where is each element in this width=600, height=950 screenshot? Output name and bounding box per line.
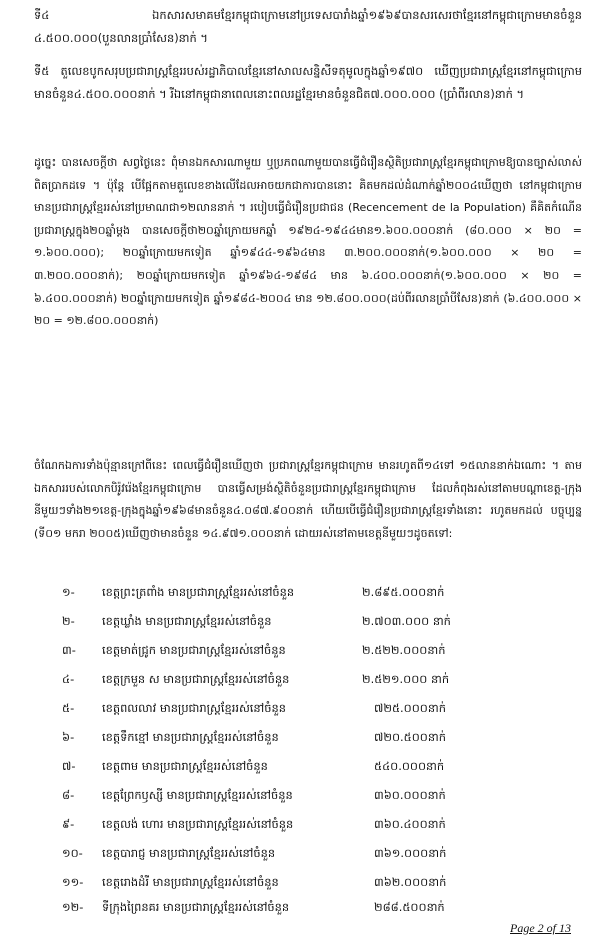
item-value: ៣៦០.៤០០នាក់	[374, 817, 446, 831]
item-number: ១០-	[62, 846, 83, 860]
list-item	[62, 667, 562, 691]
item-text: ខេត្តក្រមួន ស មានប្រជារាស្ត្រខ្មែររស់នៅចំនួន	[102, 672, 290, 686]
paragraph-point-5: ទី៥ តួលេខបូកសរុបប្រជារាស្ត្រខ្មែររបស់រដ្ឋាភិបាលខ្មែរនៅសាលសន្និសីទតុមូលក្នុងឆ្នាំ១៩៧០ ឃើញប្រជារាស្ត្រខ្មែរនៅកម្ពុជាក្រោមមានចំនួន៤.៥០០.០០០នាក់ ។ រីឯនៅកម្ពុជានាពេលនោះពលរដ្ឋខ្មែរមានចំនួនជិត៧.០០០.០០០ (ប្រាំពីរលាន)នាក់ ។	[34, 64, 582, 101]
item-number: ៦-	[62, 730, 75, 744]
item-text: ខេត្តរោងដំរី មានប្រជារាស្ត្រខ្មែររស់នៅចំនួន	[102, 875, 279, 889]
item-value: ២.៥២២.០០០នាក់	[362, 643, 446, 657]
item-text: ខេត្តពាម មានប្រជារាស្ត្រខ្មែររស់នៅចំនួន	[102, 759, 268, 773]
item-text: ទីក្រុងព្រៃនគរ មានប្រជារាស្ត្រខ្មែររស់នៅចំនួន	[102, 900, 290, 914]
paragraph-summary: ដូច្នេះ បានសេចក្តីថា សព្វថ្ងៃនេះ ពុំមានឯកសារណាមួយ ឬប្រភពណាមួយបានធ្វើជំរឿនស្ថិតិប្រជារាស្ត្រខ្មែរកម្ពុជាក្រោមឱ្យបានច្បាស់លាស់ពិតប្រាកដទេ ។ ប៉ុន្តែ បើផ្អែកតាមតួលេខខាងលើដែលអាចយកជាការបាននោះ គិតមកដល់ដំណាក់ឆ្នាំ២០០៤ឃើញថា នៅកម្ពុជាក្រោម មានប្រជារាស្ត្រខ្មែររស់នៅប្រមាណជា១២លាននាក់ ។ របៀបធ្វើជំរឿនប្រជាជន (Recencement de la Population) គឺគិតកំណើនប្រជារាស្ត្រក្នុង២០ឆ្នាំម្តង បានសេចក្តីថា២០ឆ្នាំក្រោយមកឆ្នាំ ១៩២៤-១៩៤៤មាន១.៦០០.០០០នាក់ (៨០.០០០ × ២០ = ១.៦០០.០០០); ២០ឆ្នាំក្រោយមកទៀត ឆ្នាំ១៩៤៤-១៩៦៤មាន ៣.២០០.០០០នាក់(១.៦០០.០០០ × ២០ = ៣.២០០.០០០នាក់); ២០ឆ្នាំក្រោយមកទៀត ឆ្នាំ១៩៦៤-១៩៨៤ មាន ៦.៤០០.០០០នាក់(១.៦០០.០០០ × ២០ = ៦.៤០០.០០០នាក់) ២០ឆ្នាំក្រោយមកទៀត ឆ្នាំ១៩៨៤-២០០៤ មាន ១២.៨០០.០០០(ដប់ពីរលានប្រាំបីសែន)នាក់ (៦.៤០០.០០០ × ២០ = ១២.៨០០.០០០នាក់)	[34, 156, 586, 328]
list-item	[62, 841, 562, 865]
item-text: ខេត្តព្រែកឫស្សី មានប្រជារាស្ត្រខ្មែររស់នៅចំនួន	[102, 788, 293, 802]
item-text: ខេត្តបារាជ្ញ មានប្រជារាស្ត្រខ្មែររស់នៅចំនួន	[102, 846, 276, 860]
list-item	[62, 895, 562, 919]
item-number: ៩-	[62, 817, 75, 831]
item-value: ២.៨៩៥.០០០នាក់	[362, 585, 445, 599]
item-number: ២-	[62, 614, 75, 628]
item-value: ៧២០.៥០០នាក់	[374, 730, 446, 744]
item-value: ២៨៨.៥០០នាក់	[374, 900, 445, 914]
item-number: ១១-	[62, 875, 84, 889]
item-value: ៣៦០.០០០នាក់	[374, 788, 446, 802]
item-value: ៧២៥.០០០នាក់	[374, 701, 446, 715]
item-value: ៣៦១.០០០នាក់	[374, 846, 447, 860]
item-number: ១២-	[62, 900, 84, 914]
item-number: ៣-	[62, 643, 76, 657]
page-number: Page 2 of 13	[510, 921, 571, 935]
item-value: ៣៦២.០០០នាក់	[374, 875, 447, 889]
item-number: ៧-	[62, 759, 76, 773]
item-number: ១-	[62, 585, 75, 599]
list-item	[62, 696, 562, 720]
item-number: ៤-	[62, 672, 75, 686]
list-item	[62, 783, 562, 807]
item-value: ២.៥២១.០០០ នាក់	[362, 672, 450, 686]
item-text: ខេត្តមាត់ជ្រូក មានប្រជារាស្ត្រខ្មែររស់នៅចំនួន	[102, 643, 286, 657]
item-text: ខេត្តទឹកខ្មៅ មានប្រជារាស្ត្រខ្មែររស់នៅចំនួន	[102, 730, 279, 744]
list-item	[62, 812, 562, 836]
list-item	[62, 580, 562, 604]
item-number: ៨-	[62, 788, 75, 802]
item-number: ៥-	[62, 701, 75, 715]
list-item	[62, 870, 562, 894]
list-item	[62, 754, 562, 778]
item-value: ៥៤០.០០០នាក់	[374, 759, 445, 773]
item-text: ខេត្តឃ្លាំង មានប្រជារាស្ត្រខ្មែររស់នៅចំនួន	[102, 614, 272, 628]
paragraph-census: ចំណែកឯការទាំងប៉ុន្មានក្រៅពីនេះ ពេលធ្វើជំរឿនឃើញថា ប្រជារាស្ត្រខ្មែរកម្ពុជាក្រោម មានរហូតពី១៤ទៅ ១៥លាននាក់ឯណោះ ។ តាមឯកសាររបស់លោកបិរ៉ូវរ៉េងខ្មែរកម្ពុជាក្រោម បានធ្វើសម្រង់ស្ថិតិចំនួនប្រជារាស្ត្រខ្មែរកម្ពុជាក្រោម ដែលកំពុងរស់នៅតាមបណ្តាខេត្ត-ក្រុងនីមួយៗទាំង២១ខេត្ត-ក្រុងក្នុងឆ្នាំ១៩៦៨មានចំនួន៤.០៨៧.៩០០នាក់ ហើយបើធ្វើជំរឿនប្រជារាស្ត្រខ្មែរទាំងនោះ រហូតមកដល់ បច្ចុប្បន្ន (ទី០១ មករា ២០០៥)ឃើញថាមានចំនួន ១៤.៩៧១.០០០នាក់ ដោយរស់នៅតាមខេត្តនីមួយៗដូចតទៅ:	[34, 459, 586, 540]
item-text: ខេត្តព្រះត្រពាំង មានប្រជារាស្ត្រខ្មែររស់នៅចំនួន	[102, 585, 295, 599]
item-text: ខេត្តពលលាវ មានប្រជារាស្ត្រខ្មែររស់នៅចំនួន	[102, 701, 286, 715]
list-item	[62, 609, 562, 633]
item-text: ខេត្តលង់ ហោរ មានប្រជារាស្ត្រខ្មែររស់នៅចំនួន	[102, 817, 294, 831]
item-value: ២.៧០៣.០០០ នាក់	[362, 614, 451, 628]
paragraph-point-4: ទី៤ ឯកសារសមាគមខ្មែរកម្ពុជាក្រោមនៅប្រទេសបារាំងឆ្នាំ១៩៦៩បានសរសេរថាខ្មែរនៅកម្ពុជាក្រោមមានចំនួន ៤.៥០០.០០០(បួនលានប្រាំសែន)នាក់ ។	[34, 8, 586, 45]
list-item	[62, 638, 562, 662]
list-item	[62, 725, 562, 749]
